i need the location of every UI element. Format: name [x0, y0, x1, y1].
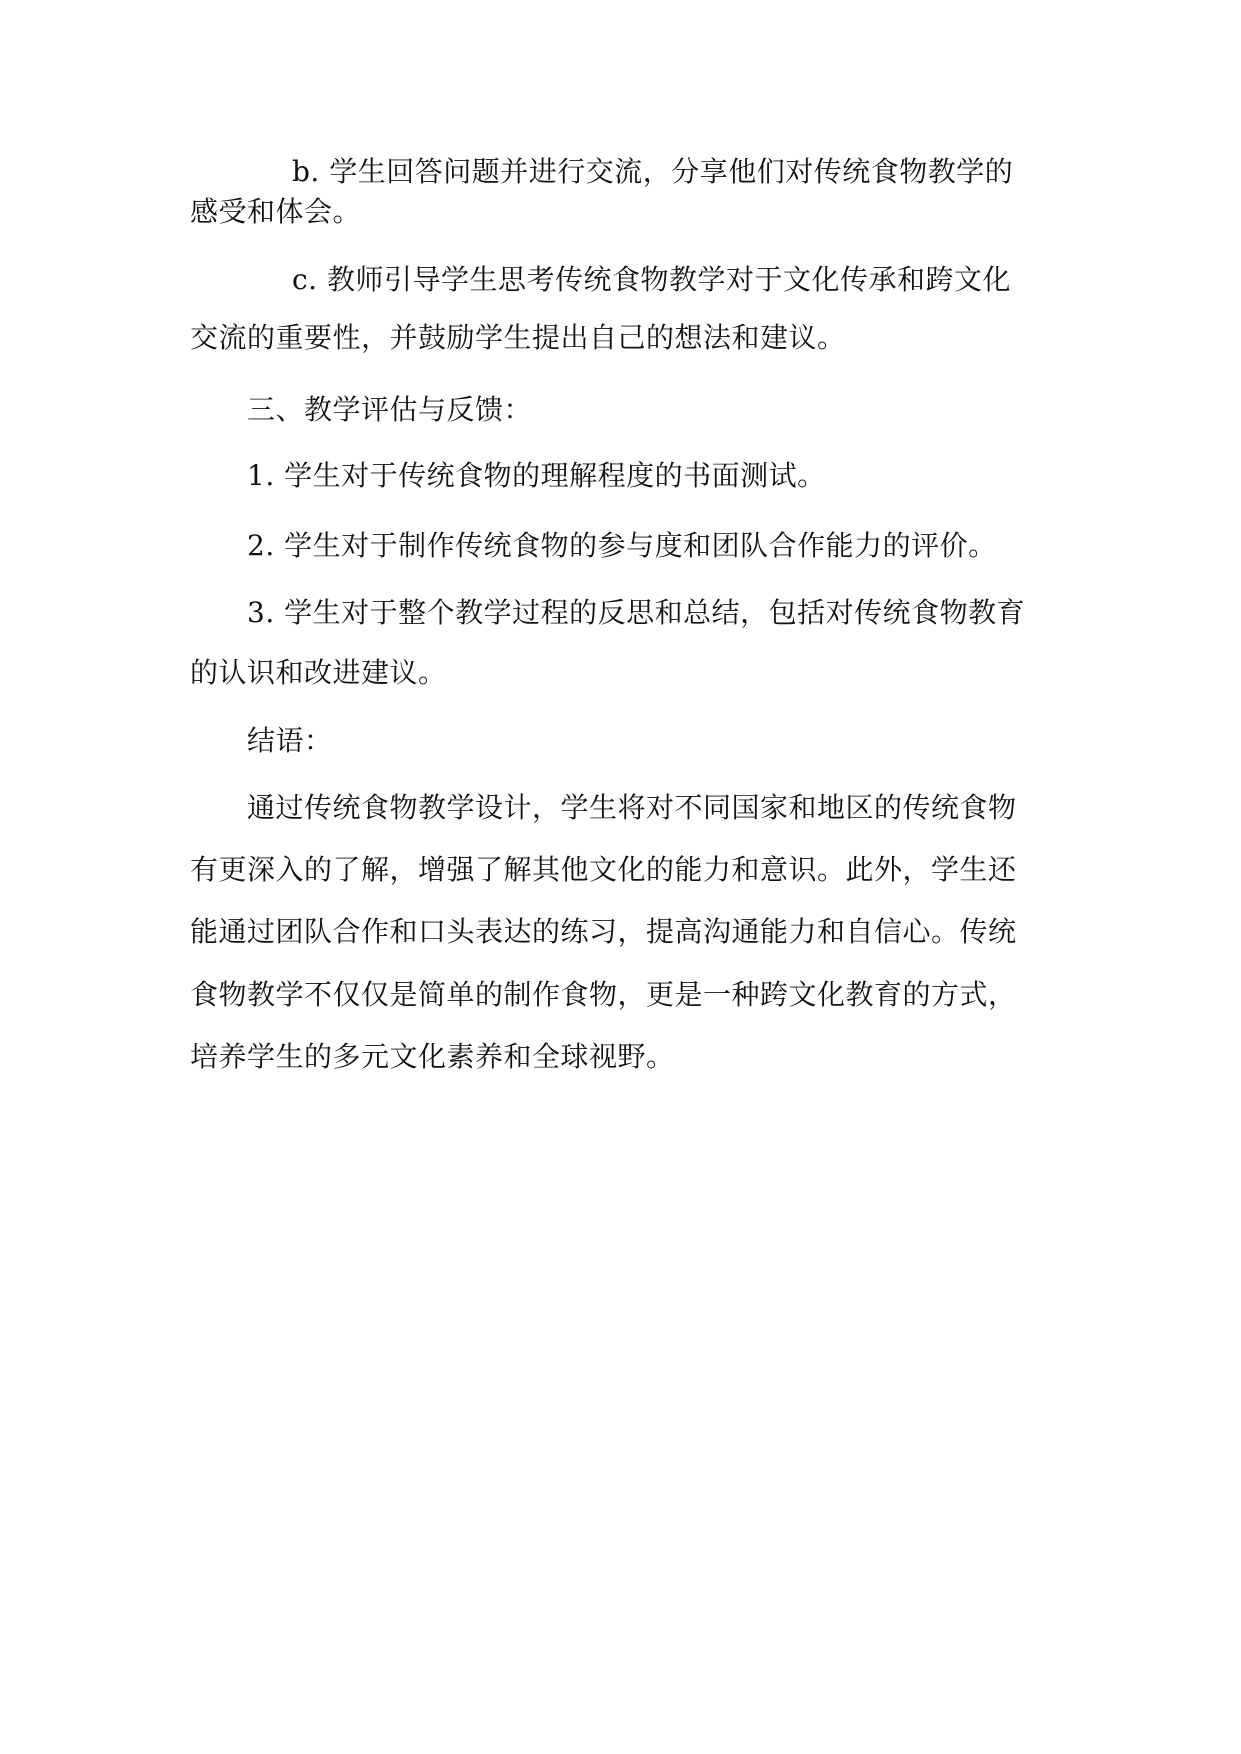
- conclusion-line-3: 能通过团队合作和口头表达的练习，提高沟通能力和自信心。传统: [190, 915, 1017, 948]
- eval-item-1: 1. 学生对于传统食物的理解程度的书面测试。: [247, 459, 826, 492]
- conclusion-line-4: 食物教学不仅仅是简单的制作食物，更是一种跨文化教育的方式，: [190, 978, 1017, 1011]
- section-3-heading: 三、教学评估与反馈：: [247, 393, 533, 426]
- conclusion-heading: 结语：: [247, 724, 333, 757]
- eval-item-3-line-1: 3. 学生对于整个教学过程的反思和总结，包括对传统食物教育: [247, 596, 1026, 629]
- conclusion-line-5: 培养学生的多元文化素养和全球视野。: [190, 1040, 675, 1073]
- eval-item-2: 2. 学生对于制作传统食物的参与度和团队合作能力的评价。: [247, 529, 997, 562]
- eval-item-3-line-2: 的认识和改进建议。: [190, 656, 447, 689]
- item-b-line-1: b. 学生回答问题并进行交流，分享他们对传统食物教学的: [292, 155, 1014, 188]
- conclusion-line-2: 有更深入的了解，增强了解其他文化的能力和意识。此外，学生还: [190, 853, 1017, 886]
- item-c-line-2: 交流的重要性，并鼓励学生提出自己的想法和建议。: [190, 321, 846, 354]
- item-b-line-2: 感受和体会。: [190, 195, 362, 228]
- conclusion-line-1: 通过传统食物教学设计，学生将对不同国家和地区的传统食物: [247, 791, 1017, 824]
- item-c-line-1: c. 教师引导学生思考传统食物教学对于文化传承和跨文化: [292, 263, 1011, 296]
